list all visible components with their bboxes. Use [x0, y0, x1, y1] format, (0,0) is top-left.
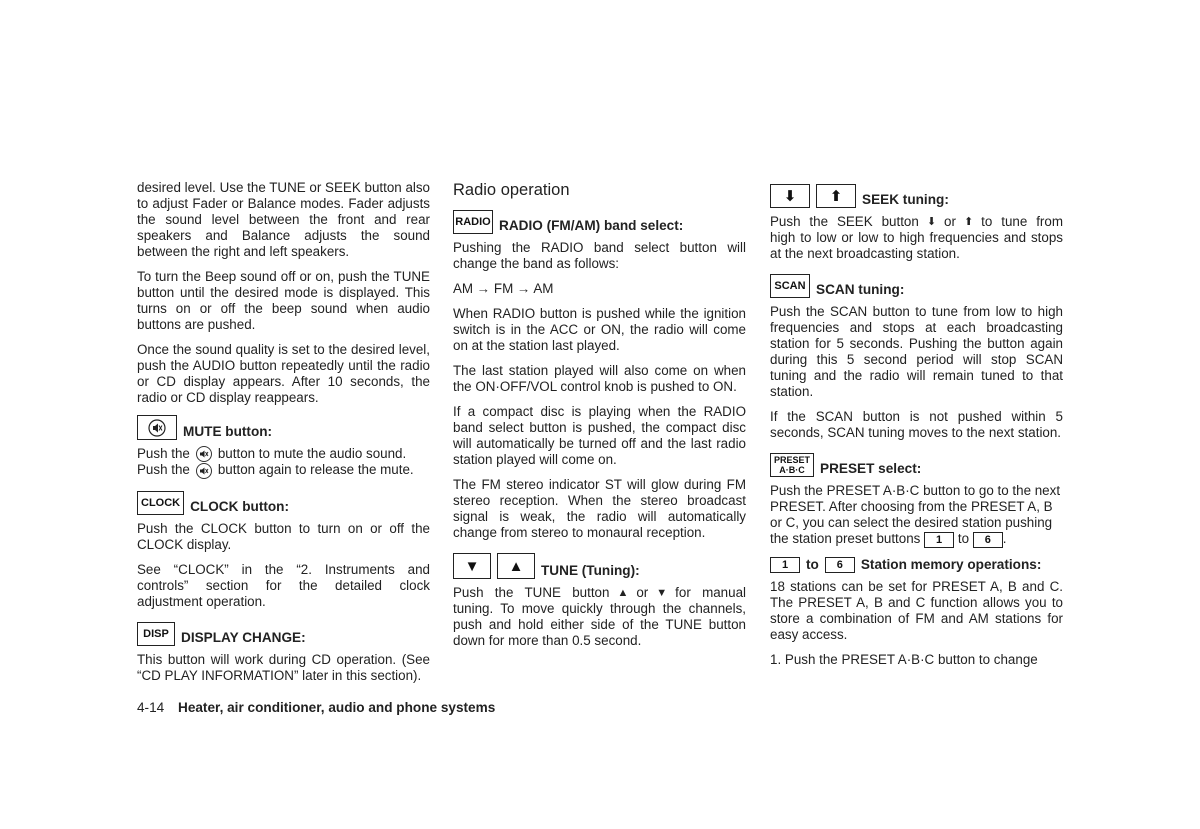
mute-text-1: Push the button to mute the audio sound. [137, 446, 407, 461]
paragraph: Push the SCAN button to tune from low to high frequencies and stops at each broadcasting station for 5 seconds. Pushing the button again during this 5 second period will stop SCAN tuning and the radio will remain tuned to that station. [770, 304, 1063, 400]
paragraph: 1. Push the PRESET A·B·C button to change [770, 651, 1038, 667]
seek-down-icon: ⬇ [926, 216, 937, 229]
scan-label: SCAN tuning: [816, 282, 905, 298]
paragraph: AM → FM → AM [453, 281, 554, 296]
mute-text-2: Push the button again to release the mute. [137, 462, 414, 478]
mute-heading [137, 415, 430, 440]
radio-label: RADIO (FM/AM) band select: [499, 218, 684, 233]
column-3 [770, 180, 1063, 677]
page-footer [137, 700, 495, 715]
paragraph: This button will work during CD operation. (See “CD PLAY INFORMATION” later in this section). [137, 651, 430, 683]
seek-text: Push the SEEK button ⬇ or ⬆ to tune from high to low or low to high frequencies and stops at the next broadcasting station. [770, 214, 1063, 262]
display-heading [137, 622, 430, 646]
chapter-title: Heater, air conditioner, audio and phone systems [178, 700, 496, 715]
paragraph: To turn the Beep sound off or on, push the TUNE button until the desired mode is displayed. This turns on or off the beep sound when audio buttons are pushed. [137, 269, 430, 332]
tune-down-icon: ▼ [453, 553, 491, 579]
seek-up-icon: ⬆ [816, 184, 856, 208]
seek-heading [770, 184, 1063, 208]
radio-button-icon: RADIO [453, 210, 493, 234]
paragraph: 18 stations can be set for PRESET A, B and C. The PRESET A, B and C function allows you to store a combination of FM and AM stations for easy access. [770, 578, 1063, 642]
scan-button-icon: SCAN [770, 274, 810, 298]
column-1 [137, 180, 430, 693]
column-2 [453, 180, 746, 658]
paragraph: Once the sound quality is set to the desired level, push the AUDIO button repeatedly until the radio or CD display appears. After 10 seconds, the radio or CD display reappears. [137, 342, 430, 405]
speaker-mute-icon [196, 446, 212, 462]
clock-button-icon: CLOCK [137, 491, 184, 515]
preset-6-icon: 6 [825, 557, 855, 573]
radio-heading [453, 210, 746, 234]
clock-label: CLOCK button: [190, 498, 290, 514]
preset-button-icon: PRESET A·B·C [770, 453, 814, 477]
memory-label: Station memory operations: [860, 556, 1042, 572]
speaker-mute-icon [196, 463, 212, 479]
paragraph: Push the CLOCK button to turn on or off the CLOCK display. [137, 520, 430, 552]
seek-up-icon: ⬆ [963, 216, 974, 229]
preset-label: PRESET select: [820, 461, 922, 477]
paragraph: desired level. Use the TUNE or SEEK button also to adjust Fader or Balance modes. Fader adjusts the sound level between the front and rear speakers and Balance adjusts the sound between the right and left speakers. [137, 180, 431, 259]
preset-1-icon: 1 [924, 532, 954, 548]
paragraph: If the SCAN button is not pushed within 5 seconds, SCAN tuning moves to the next station. [770, 409, 1063, 441]
memory-heading [770, 557, 1063, 573]
paragraph: When RADIO button is pushed while the ignition switch is in the ACC or ON, the radio will come on at the station last played. [453, 306, 746, 353]
seek-label: SEEK tuning: [862, 192, 949, 207]
speaker-mute-icon [147, 419, 167, 437]
tune-up-icon: ▲ [497, 553, 535, 579]
seek-down-icon: ⬇ [770, 184, 810, 208]
tune-heading [453, 553, 746, 579]
mute-button-icon [137, 415, 177, 440]
memory-to: to [806, 557, 819, 573]
tune-label: TUNE (Tuning): [541, 563, 640, 578]
triangle-down-icon: ▼ [656, 587, 668, 600]
disp-button-icon: DISP [137, 622, 175, 646]
paragraph: Pushing the RADIO band select button will change the band as follows: [453, 240, 746, 271]
preset-1-icon: 1 [770, 557, 800, 573]
preset-text: Push the PRESET A·B·C button to go to the next PRESET. After choosing from the PRESET A, B or C, you can select the desired station pushing the station preset buttons 1 to 6 . [770, 483, 1061, 547]
paragraph: The last station played will also come on when the ON·OFF/VOL control knob is pushed to ON. [453, 363, 746, 394]
display-label: DISPLAY CHANGE: [181, 629, 306, 645]
scan-heading [770, 274, 1063, 298]
triangle-up-icon: ▲ [617, 587, 629, 600]
preset-heading [770, 453, 1063, 477]
preset-6-icon: 6 [973, 532, 1003, 548]
mute-label: MUTE button: [183, 424, 273, 439]
paragraph: The FM stereo indicator ST will glow during FM stereo reception. When the stereo broadcast signal is weak, the radio will automatically change from stereo to monaural reception. [453, 477, 746, 540]
tune-text: Push the TUNE button ▲ or ▼ for manual tuning. To move quickly through the channels, push and hold either side of the TUNE button down for more than 0.5 second. [453, 585, 746, 649]
paragraph: If a compact disc is playing when the RADIO band select button is pushed, the compact disc will automatically be turned off and the last radio station played will come on. [453, 404, 746, 467]
paragraph: See “CLOCK” in the “2. Instruments and controls” section for the detailed clock adjustment operation. [137, 561, 430, 609]
page-number: 4-14 [137, 700, 165, 715]
section-title: Radio operation [453, 181, 570, 199]
clock-heading [137, 491, 430, 515]
